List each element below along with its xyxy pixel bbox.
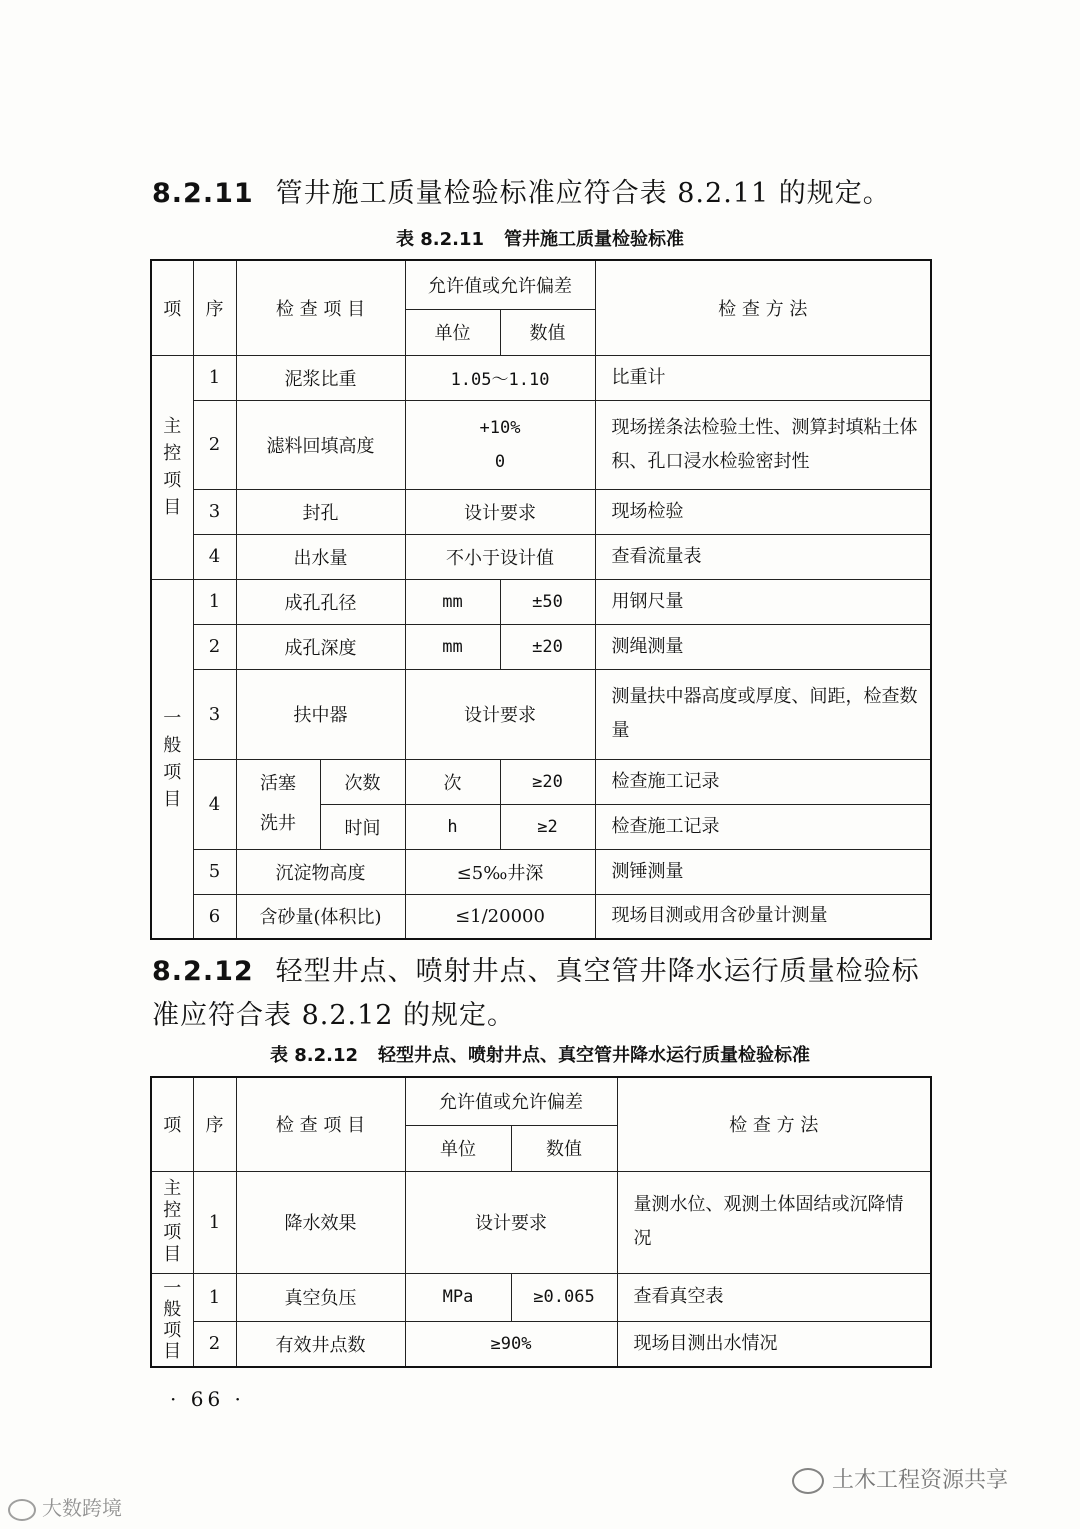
table-number: 表 8.2.12 <box>269 1045 359 1066</box>
row-item: 封孔 <box>236 489 405 534</box>
row-method: 现场搓条法检验土性、测算封填粘土体积、孔口浸水检验密封性 <box>595 400 931 489</box>
table-caption: 轻型井点、喷射井点、真空管井降水运行质量检验标准 <box>378 1045 811 1066</box>
row-unit: 次 <box>405 759 500 804</box>
row-seq: 5 <box>193 849 236 894</box>
page-number: · 66 · <box>170 1387 245 1411</box>
row-allowance: ≤1/20000 <box>405 894 595 939</box>
group-general: 一般项目 <box>151 1273 193 1367</box>
clause-text: 管井施工质量检验标准应符合表 8.2.11 的规定。 <box>275 178 891 209</box>
row-method: 检查施工记录 <box>595 804 931 849</box>
watermark-left: 大数跨境 <box>8 1492 122 1521</box>
row-item: 真空负压 <box>236 1273 405 1321</box>
row-method: 量测水位、观测土体固结或沉降情况 <box>617 1171 931 1273</box>
table-8-2-11 <box>150 259 932 940</box>
row-method: 现场目测或用含砂量计测量 <box>595 894 931 939</box>
row-unit: MPa <box>405 1273 511 1321</box>
wechat-icon <box>792 1468 824 1494</box>
row-seq: 1 <box>193 579 236 624</box>
row-method: 测绳测量 <box>595 624 931 669</box>
row-seq: 3 <box>193 669 236 759</box>
header-allowance: 允许值或允许偏差 <box>405 260 595 309</box>
row-item: 成孔深度 <box>236 624 405 669</box>
row-allowance: +10% 0 <box>405 400 595 489</box>
row-seq: 6 <box>193 894 236 939</box>
row-seq: 4 <box>193 759 236 849</box>
row-unit: h <box>405 804 500 849</box>
clause-8-2-11 <box>152 172 942 216</box>
row-seq: 1 <box>193 1171 236 1273</box>
header-seq: 序 <box>193 1077 236 1171</box>
row-method: 测量扶中器高度或厚度、间距，检查数量 <box>595 669 931 759</box>
row-method: 现场检验 <box>595 489 931 534</box>
header-method: 检 查 方 法 <box>617 1077 931 1171</box>
row-value: ≥20 <box>500 759 595 804</box>
row-item: 成孔孔径 <box>236 579 405 624</box>
row-value: ≥0.065 <box>511 1273 617 1321</box>
row-item: 出水量 <box>236 534 405 579</box>
row-allowance: 设计要求 <box>405 669 595 759</box>
row-allowance: 设计要求 <box>405 489 595 534</box>
header-check-item: 检 查 项 目 <box>236 260 405 355</box>
row-allowance: ≥90% <box>405 1321 617 1367</box>
row-subitem: 时间 <box>320 804 405 849</box>
row-item: 有效井点数 <box>236 1321 405 1367</box>
header-seq: 序 <box>193 260 236 355</box>
clause-text: 轻型井点、喷射井点、真空管井降水运行质量检验标准应符合表 8.2.12 的规定。 <box>152 956 920 1031</box>
row-seq: 2 <box>193 1321 236 1367</box>
header-item: 项 <box>151 1077 193 1171</box>
row-seq: 3 <box>193 489 236 534</box>
row-item: 活塞洗井 <box>236 759 320 849</box>
table-8-2-12 <box>150 1076 932 1368</box>
row-item: 降水效果 <box>236 1171 405 1273</box>
row-item: 泥浆比重 <box>236 355 405 400</box>
row-method: 查看流量表 <box>595 534 931 579</box>
table-caption: 管井施工质量检验标准 <box>504 229 685 250</box>
row-seq: 1 <box>193 1273 236 1321</box>
row-item: 沉淀物高度 <box>236 849 405 894</box>
row-method: 现场目测出水情况 <box>617 1321 931 1367</box>
group-general: 一般项目 <box>151 579 193 939</box>
row-allowance: ≤5‰井深 <box>405 849 595 894</box>
watermark-logo-icon <box>8 1499 36 1521</box>
header-unit: 单位 <box>405 1125 511 1171</box>
table-number: 表 8.2.11 <box>395 229 485 250</box>
header-value: 数值 <box>500 309 595 355</box>
header-item: 项 <box>151 260 193 355</box>
row-method: 测锤测量 <box>595 849 931 894</box>
row-item: 滤料回填高度 <box>236 400 405 489</box>
row-item: 扶中器 <box>236 669 405 759</box>
row-unit: mm <box>405 579 500 624</box>
group-main-control: 主控项目 <box>151 1171 193 1273</box>
row-value: ≥2 <box>500 804 595 849</box>
row-item: 含砂量(体积比) <box>236 894 405 939</box>
row-seq: 4 <box>193 534 236 579</box>
watermark-right: 土木工程资源共享 <box>792 1463 1008 1494</box>
header-unit: 单位 <box>405 309 500 355</box>
row-method: 比重计 <box>595 355 931 400</box>
row-allowance: 不小于设计值 <box>405 534 595 579</box>
table-title <box>0 225 1080 251</box>
header-method: 检 查 方 法 <box>595 260 931 355</box>
row-unit: mm <box>405 624 500 669</box>
header-allowance: 允许值或允许偏差 <box>405 1077 617 1125</box>
row-method: 用钢尺量 <box>595 579 931 624</box>
table-title <box>0 1041 1080 1067</box>
row-seq: 2 <box>193 400 236 489</box>
clause-8-2-12 <box>152 950 942 1038</box>
group-main-control: 主控项目 <box>151 355 193 579</box>
row-seq: 1 <box>193 355 236 400</box>
row-value: ±20 <box>500 624 595 669</box>
row-allowance: 1.05～1.10 <box>405 355 595 400</box>
row-subitem: 次数 <box>320 759 405 804</box>
header-check-item: 检 查 项 目 <box>236 1077 405 1171</box>
clause-number: 8.2.12 <box>152 956 254 987</box>
row-value: ±50 <box>500 579 595 624</box>
header-value: 数值 <box>511 1125 617 1171</box>
row-method: 查看真空表 <box>617 1273 931 1321</box>
clause-number: 8.2.11 <box>152 178 254 209</box>
row-method: 检查施工记录 <box>595 759 931 804</box>
row-allowance: 设计要求 <box>405 1171 617 1273</box>
row-seq: 2 <box>193 624 236 669</box>
